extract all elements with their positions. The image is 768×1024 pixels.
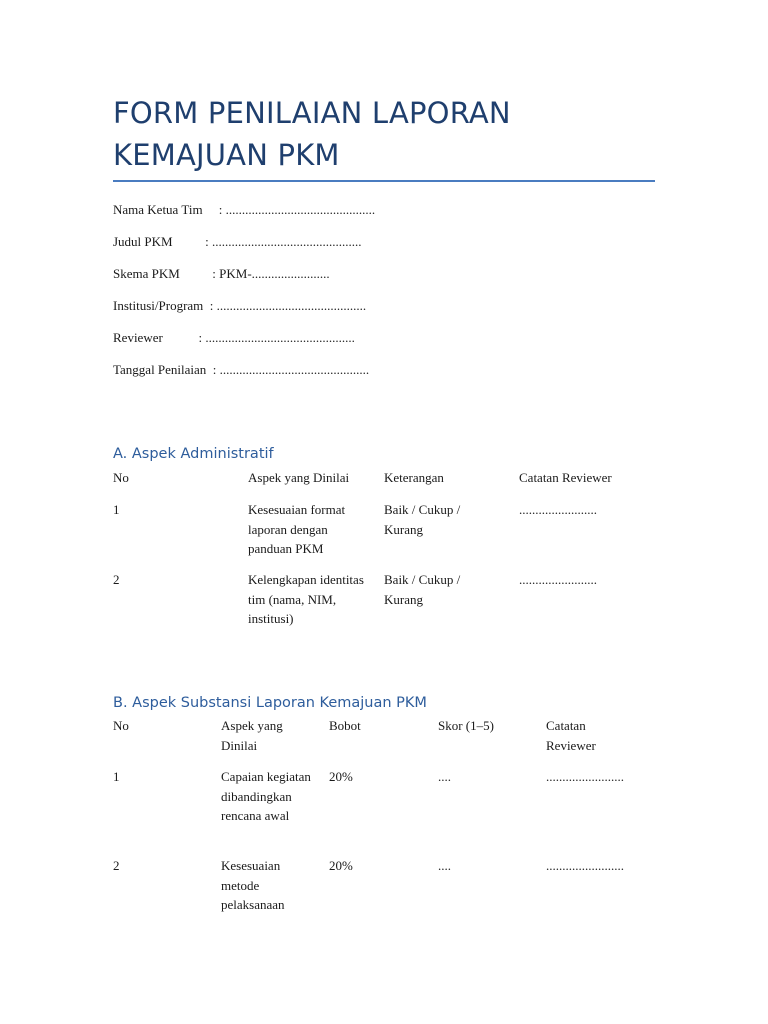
field-reviewer: Reviewer : .............................................. [113,330,355,345]
table-b-row2-no: 2 [113,858,120,873]
table-b-header-catatan: Catatan Reviewer [546,718,596,753]
table-b-header-bobot: Bobot [329,718,361,733]
table-b-row2-aspek: Kesesuaian metode pelaksanaan [221,858,285,912]
table-a-row1-keterangan: Baik / Cukup / Kurang [384,502,461,537]
table-b-row1-skor: .... [438,769,451,784]
field-nama-ketua-tim: Nama Ketua Tim : .............................................. [113,202,376,217]
table-b-row1-catatan: ........................ [546,769,624,784]
table-a-row2-aspek: Kelengkapan identitas tim (nama, NIM, institusi) [248,572,364,626]
table-b-row2-bobot: 20% [329,858,353,873]
table-b-row1-aspek: Capaian kegiatan dibandingkan rencana awal [221,769,311,823]
title-divider [113,180,655,182]
table-a-row1-aspek: Kesesuaian format laporan dengan panduan PKM [248,502,346,556]
table-a-row1-no: 1 [113,502,120,517]
page-title: FORM PENILAIAN LAPORAN KEMAJUAN PKM [113,96,511,172]
table-b-header-aspek: Aspek yang Dinilai [221,718,283,753]
section-a-heading: A. Aspek Administratif [113,446,274,462]
table-b-row2-catatan: ........................ [546,858,624,873]
field-tanggal-penilaian: Tanggal Penilaian : .............................................. [113,362,370,377]
table-a-header-aspek: Aspek yang Dinilai [248,470,350,485]
table-a-header-no: No [113,470,129,485]
section-b-heading: B. Aspek Substansi Laporan Kemajuan PKM [113,695,427,711]
field-institusi-program: Institusi/Program : .............................................. [113,298,367,313]
table-a-row2-keterangan: Baik / Cukup / Kurang [384,572,461,607]
table-a-row1-catatan: ........................ [519,502,597,517]
table-b-header-skor: Skor (1–5) [438,718,494,733]
table-b-row1-no: 1 [113,769,120,784]
table-b-row2-skor: .... [438,858,451,873]
table-a-header-keterangan: Keterangan [384,470,444,485]
table-b-row1-bobot: 20% [329,769,353,784]
table-a-row2-no: 2 [113,572,120,587]
field-skema-pkm: Skema PKM : PKM-........................ [113,266,330,281]
table-b-header-no: No [113,718,129,733]
table-a-header-catatan: Catatan Reviewer [519,470,612,485]
field-judul-pkm: Judul PKM : .............................................. [113,234,362,249]
table-a-row2-catatan: ........................ [519,572,597,587]
